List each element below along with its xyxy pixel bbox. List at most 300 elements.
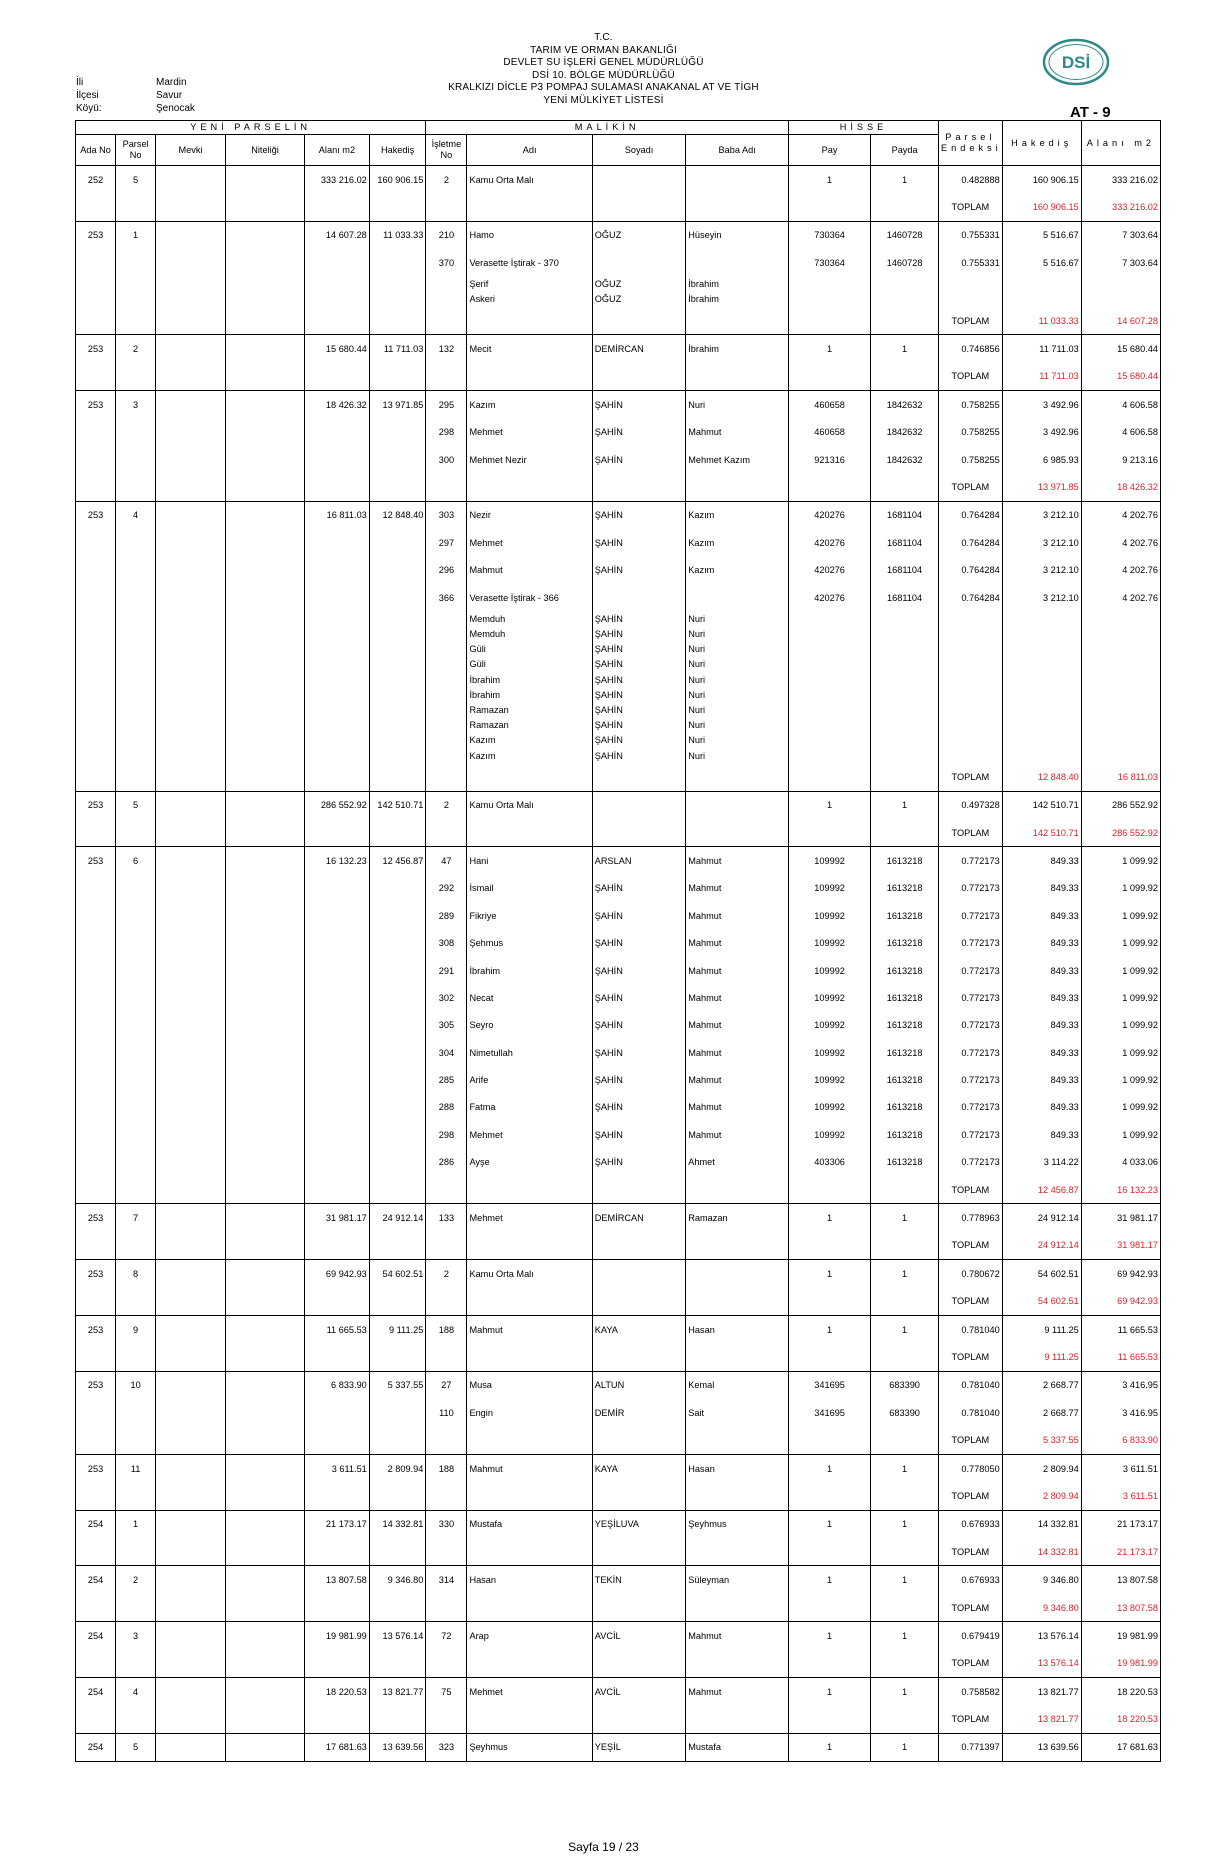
table-cell: 7 303.64 <box>1081 249 1160 276</box>
table-cell: 109992 <box>789 1121 871 1148</box>
table-cell: 0.781040 <box>939 1371 1003 1399</box>
empty-cell <box>467 1482 592 1510</box>
table-cell: 3 <box>116 1622 156 1650</box>
empty-cell <box>225 733 304 748</box>
table-cell: Hüseyin <box>686 221 789 249</box>
empty-cell <box>467 307 592 335</box>
table-cell: 286 552.92 <box>1081 791 1160 819</box>
table-cell: 13 576.14 <box>1002 1650 1081 1678</box>
table-row <box>76 687 1161 702</box>
empty-cell <box>156 1678 226 1706</box>
table-cell: Mehmet Nezir <box>467 446 592 473</box>
empty-cell <box>225 718 304 733</box>
table-cell: 1 <box>789 1510 871 1538</box>
empty-cell <box>1002 687 1081 702</box>
table-cell: 1613218 <box>871 929 939 956</box>
table-cell: 3 611.51 <box>1081 1454 1160 1482</box>
table-cell: 24 912.14 <box>1002 1204 1081 1232</box>
table-cell: ŞAHİN <box>592 718 685 733</box>
table-cell: Mehmet <box>467 419 592 446</box>
table-row <box>76 733 1161 748</box>
empty-cell <box>116 626 156 641</box>
table-cell: ŞAHİN <box>592 702 685 717</box>
empty-cell <box>305 529 370 556</box>
table-cell: ŞAHİN <box>592 642 685 657</box>
empty-cell <box>156 1012 226 1039</box>
empty-cell <box>225 1399 304 1426</box>
table-cell: 1681104 <box>871 584 939 611</box>
empty-cell <box>305 626 370 641</box>
empty-cell <box>156 1288 226 1316</box>
table-cell: Mehmet <box>467 529 592 556</box>
table-cell: 15 680.44 <box>1081 363 1160 391</box>
table-cell: 14 607.28 <box>1081 307 1160 335</box>
table-cell: 11 033.33 <box>369 221 426 249</box>
table-row <box>76 1566 1161 1594</box>
table-row <box>76 501 1161 529</box>
empty-cell <box>467 819 592 847</box>
total-row <box>76 1650 1161 1678</box>
empty-cell <box>305 1343 370 1371</box>
table-cell: 6 985.93 <box>1002 446 1081 473</box>
table-body <box>76 166 1161 1762</box>
table-row <box>76 626 1161 641</box>
empty-cell <box>76 1232 116 1260</box>
empty-cell <box>305 419 370 446</box>
empty-cell <box>871 1705 939 1733</box>
table-cell: 1 <box>789 1733 871 1761</box>
empty-cell <box>369 1176 426 1204</box>
table-cell: 1 <box>871 1315 939 1343</box>
empty-cell <box>156 335 226 363</box>
table-cell: Nuri <box>686 657 789 672</box>
empty-cell <box>1081 277 1160 292</box>
empty-cell <box>156 847 226 875</box>
table-cell: 291 <box>426 957 467 984</box>
empty-cell <box>116 687 156 702</box>
table-row <box>76 611 1161 626</box>
table-cell: 188 <box>426 1454 467 1482</box>
empty-cell <box>116 611 156 626</box>
table-cell: 300 <box>426 446 467 473</box>
empty-cell <box>225 1039 304 1066</box>
empty-cell <box>592 791 685 819</box>
table-cell: Mahmut <box>686 1094 789 1121</box>
table-cell: ŞAHİN <box>592 1094 685 1121</box>
table-cell: 132 <box>426 335 467 363</box>
table-cell: ŞAHİN <box>592 626 685 641</box>
table-cell: Hasan <box>467 1566 592 1594</box>
table-cell: AVCİL <box>592 1678 685 1706</box>
table-cell: Kazım <box>467 733 592 748</box>
empty-cell <box>686 166 789 194</box>
empty-cell <box>467 1538 592 1566</box>
table-cell: 333 216.02 <box>1081 166 1160 194</box>
table-cell: 4 202.76 <box>1081 501 1160 529</box>
empty-cell <box>1002 672 1081 687</box>
table-cell: 5 <box>116 791 156 819</box>
empty-cell <box>156 292 226 307</box>
table-cell: Mehmet <box>467 1678 592 1706</box>
empty-cell <box>225 446 304 473</box>
empty-cell <box>305 718 370 733</box>
column-header: Ada No <box>76 135 116 166</box>
table-cell: 11 711.03 <box>369 335 426 363</box>
empty-cell <box>156 902 226 929</box>
empty-cell <box>225 193 304 221</box>
table-cell: 0.772173 <box>939 847 1003 875</box>
empty-cell <box>225 1566 304 1594</box>
table-cell: 4 606.58 <box>1081 391 1160 419</box>
empty-cell <box>156 391 226 419</box>
empty-cell <box>76 1288 116 1316</box>
table-cell: ŞAHİN <box>592 957 685 984</box>
empty-cell <box>369 473 426 501</box>
empty-cell <box>426 292 467 307</box>
table-cell: 1613218 <box>871 1094 939 1121</box>
empty-cell <box>116 763 156 791</box>
table-cell: 142 510.71 <box>1002 819 1081 847</box>
table-row <box>76 1371 1161 1399</box>
table-cell: Fatma <box>467 1094 592 1121</box>
empty-cell <box>305 556 370 583</box>
table-row <box>76 1454 1161 1482</box>
empty-cell <box>592 1343 685 1371</box>
empty-cell <box>789 748 871 763</box>
empty-cell <box>76 473 116 501</box>
empty-cell <box>156 929 226 956</box>
empty-cell <box>1002 611 1081 626</box>
empty-cell <box>592 1650 685 1678</box>
table-cell: 333 216.02 <box>305 166 370 194</box>
empty-cell <box>369 363 426 391</box>
table-cell: 1 099.92 <box>1081 1039 1160 1066</box>
table-cell: 160 906.15 <box>369 166 426 194</box>
empty-cell <box>156 446 226 473</box>
table-cell: 3 212.10 <box>1002 529 1081 556</box>
empty-cell <box>156 556 226 583</box>
table-cell: Nuri <box>686 702 789 717</box>
table-cell: 252 <box>76 166 116 194</box>
table-cell: 2 809.94 <box>1002 1482 1081 1510</box>
empty-cell <box>225 1343 304 1371</box>
empty-cell <box>1002 642 1081 657</box>
table-cell: 254 <box>76 1510 116 1538</box>
table-cell: Mahmut <box>467 1315 592 1343</box>
empty-cell <box>1081 626 1160 641</box>
empty-cell <box>225 1232 304 1260</box>
empty-cell <box>305 929 370 956</box>
empty-cell <box>686 1343 789 1371</box>
table-cell: 1 099.92 <box>1081 1094 1160 1121</box>
empty-cell <box>592 166 685 194</box>
table-cell: Kazım <box>686 501 789 529</box>
empty-cell <box>116 529 156 556</box>
empty-cell <box>305 611 370 626</box>
empty-cell <box>225 363 304 391</box>
table-cell: TOPLAM <box>939 307 1003 335</box>
empty-cell <box>156 1622 226 1650</box>
table-cell: ŞAHİN <box>592 1066 685 1093</box>
table-cell: Sait <box>686 1399 789 1426</box>
total-row <box>76 1232 1161 1260</box>
table-cell: TOPLAM <box>939 1288 1003 1316</box>
table-cell: Kemal <box>686 1371 789 1399</box>
empty-cell <box>305 984 370 1011</box>
table-cell: 0.772173 <box>939 1149 1003 1176</box>
table-cell: TOPLAM <box>939 1482 1003 1510</box>
table-cell: 0.772173 <box>939 1094 1003 1121</box>
table-cell: ALTUN <box>592 1371 685 1399</box>
empty-cell <box>116 363 156 391</box>
empty-cell <box>76 902 116 929</box>
column-header: Parsel Endeksi <box>939 121 1003 166</box>
empty-cell <box>369 1538 426 1566</box>
empty-cell <box>467 193 592 221</box>
table-cell: 420276 <box>789 501 871 529</box>
empty-cell <box>116 748 156 763</box>
empty-cell <box>871 363 939 391</box>
table-cell: 17 681.63 <box>1081 1733 1160 1761</box>
table-cell: 341695 <box>789 1399 871 1426</box>
table-cell: 24 912.14 <box>369 1204 426 1232</box>
empty-cell <box>225 1594 304 1622</box>
empty-cell <box>225 1204 304 1232</box>
empty-cell <box>225 1260 304 1288</box>
empty-cell <box>426 702 467 717</box>
table-cell: ŞAHİN <box>592 529 685 556</box>
empty-cell <box>789 702 871 717</box>
empty-cell <box>871 733 939 748</box>
table-cell: Ramazan <box>467 718 592 733</box>
table-cell: 253 <box>76 391 116 419</box>
empty-cell <box>305 1426 370 1454</box>
table-cell: 13 971.85 <box>369 391 426 419</box>
table-cell: 142 510.71 <box>369 791 426 819</box>
empty-cell <box>426 733 467 748</box>
table-cell: Hamo <box>467 221 592 249</box>
empty-cell <box>76 957 116 984</box>
table-cell: İbrahim <box>467 687 592 702</box>
empty-cell <box>369 1121 426 1148</box>
empty-cell <box>369 687 426 702</box>
sheet-code: AT - 9 <box>1070 104 1111 121</box>
header-line: T.C. <box>594 32 613 43</box>
empty-cell <box>76 249 116 276</box>
empty-cell <box>225 1012 304 1039</box>
empty-cell <box>426 657 467 672</box>
empty-cell <box>305 1039 370 1066</box>
location-value: Şenocak <box>156 103 195 114</box>
column-header: Alanı m2 <box>1081 121 1160 166</box>
empty-cell <box>305 584 370 611</box>
empty-cell <box>592 763 685 791</box>
empty-cell <box>116 929 156 956</box>
column-header: İşletme No <box>426 135 467 166</box>
table-cell: Kazım <box>686 556 789 583</box>
empty-cell <box>467 1426 592 1454</box>
empty-cell <box>305 748 370 763</box>
total-row <box>76 763 1161 791</box>
empty-cell <box>789 277 871 292</box>
table-cell: 849.33 <box>1002 875 1081 902</box>
table-row <box>76 1039 1161 1066</box>
total-row <box>76 1288 1161 1316</box>
table-cell: 253 <box>76 1204 116 1232</box>
table-cell: 1 <box>871 1566 939 1594</box>
table-cell: ŞAHİN <box>592 984 685 1011</box>
empty-cell <box>225 672 304 687</box>
table-cell: 295 <box>426 391 467 419</box>
table-cell: Şeyhmus <box>686 1510 789 1538</box>
total-row <box>76 1594 1161 1622</box>
table-cell: 2 <box>426 791 467 819</box>
empty-cell <box>369 193 426 221</box>
empty-cell <box>305 1121 370 1148</box>
table-cell: Mahmut <box>686 1622 789 1650</box>
table-cell: 253 <box>76 335 116 363</box>
empty-cell <box>76 875 116 902</box>
empty-cell <box>116 1482 156 1510</box>
empty-cell <box>116 1121 156 1148</box>
location-label: İlçesi <box>76 90 99 101</box>
table-cell: ŞAHİN <box>592 1039 685 1066</box>
empty-cell <box>467 1705 592 1733</box>
empty-cell <box>426 687 467 702</box>
column-header: Hakediş <box>369 135 426 166</box>
empty-cell <box>426 1538 467 1566</box>
table-cell: Memduh <box>467 611 592 626</box>
table-cell: 12 848.40 <box>1002 763 1081 791</box>
empty-cell <box>76 1426 116 1454</box>
table-cell: 253 <box>76 1454 116 1482</box>
table-cell: 13 639.56 <box>369 1733 426 1761</box>
table-cell: Mahmut <box>467 1454 592 1482</box>
table-cell: 4 202.76 <box>1081 529 1160 556</box>
empty-cell <box>116 733 156 748</box>
table-cell: 254 <box>76 1622 116 1650</box>
table-cell: 109992 <box>789 984 871 1011</box>
empty-cell <box>789 1288 871 1316</box>
empty-cell <box>305 733 370 748</box>
table-cell: 288 <box>426 1094 467 1121</box>
empty-cell <box>305 1012 370 1039</box>
table-cell: 1 099.92 <box>1081 1066 1160 1093</box>
empty-cell <box>305 1149 370 1176</box>
table-cell: 460658 <box>789 419 871 446</box>
empty-cell <box>305 875 370 902</box>
empty-cell <box>426 1343 467 1371</box>
table-cell: 0.746856 <box>939 335 1003 363</box>
table-cell: 12 456.87 <box>369 847 426 875</box>
empty-cell <box>116 249 156 276</box>
empty-cell <box>592 193 685 221</box>
table-cell: AVCİL <box>592 1622 685 1650</box>
table-cell: 210 <box>426 221 467 249</box>
empty-cell <box>426 1594 467 1622</box>
empty-cell <box>76 1012 116 1039</box>
empty-cell <box>156 611 226 626</box>
empty-cell <box>1081 718 1160 733</box>
table-cell: ŞAHİN <box>592 1121 685 1148</box>
total-row <box>76 1705 1161 1733</box>
empty-cell <box>116 902 156 929</box>
table-cell: 297 <box>426 529 467 556</box>
table-cell: 1 099.92 <box>1081 902 1160 929</box>
empty-cell <box>686 363 789 391</box>
table-cell: Hani <box>467 847 592 875</box>
empty-cell <box>369 642 426 657</box>
empty-cell <box>871 1288 939 1316</box>
empty-cell <box>426 1650 467 1678</box>
empty-cell <box>369 1426 426 1454</box>
column-header: Parsel No <box>116 135 156 166</box>
group-header-share: HİSSE <box>789 121 939 135</box>
table-cell: Şerif <box>467 277 592 292</box>
table-cell: 1 099.92 <box>1081 875 1160 902</box>
empty-cell <box>789 672 871 687</box>
total-row <box>76 1426 1161 1454</box>
empty-cell <box>76 763 116 791</box>
table-cell: 0.755331 <box>939 221 1003 249</box>
table-cell: Mahmut <box>686 984 789 1011</box>
empty-cell <box>426 473 467 501</box>
table-cell: Güli <box>467 642 592 657</box>
empty-cell <box>369 957 426 984</box>
empty-cell <box>789 642 871 657</box>
table-cell: ARSLAN <box>592 847 685 875</box>
empty-cell <box>225 1315 304 1343</box>
table-cell: 12 456.87 <box>1002 1176 1081 1204</box>
empty-cell <box>426 819 467 847</box>
table-cell: 18 220.53 <box>305 1678 370 1706</box>
table-cell: 403306 <box>789 1149 871 1176</box>
empty-cell <box>156 718 226 733</box>
table-cell: 849.33 <box>1002 984 1081 1011</box>
table-cell: TOPLAM <box>939 763 1003 791</box>
table-cell: 0.497328 <box>939 791 1003 819</box>
empty-cell <box>369 1094 426 1121</box>
empty-cell <box>116 277 156 292</box>
empty-cell <box>116 1149 156 1176</box>
table-cell: Arife <box>467 1066 592 1093</box>
empty-cell <box>156 1066 226 1093</box>
table-cell: 1 <box>871 1454 939 1482</box>
table-cell: 31 981.17 <box>305 1204 370 1232</box>
table-cell: 849.33 <box>1002 957 1081 984</box>
table-cell: 253 <box>76 847 116 875</box>
empty-cell <box>156 687 226 702</box>
table-cell: 2 <box>426 1260 467 1288</box>
table-cell: 109992 <box>789 1094 871 1121</box>
empty-cell <box>686 1288 789 1316</box>
table-cell: 1681104 <box>871 556 939 583</box>
empty-cell <box>369 611 426 626</box>
column-header: Soyadı <box>592 135 685 166</box>
table-cell: Mahmut <box>686 902 789 929</box>
table-cell: 0.764284 <box>939 556 1003 583</box>
table-cell: 308 <box>426 929 467 956</box>
empty-cell <box>426 1705 467 1733</box>
table-cell: TOPLAM <box>939 1538 1003 1566</box>
total-row <box>76 473 1161 501</box>
empty-cell <box>116 419 156 446</box>
empty-cell <box>686 1176 789 1204</box>
table-cell: 730364 <box>789 221 871 249</box>
table-cell: 11 711.03 <box>1002 335 1081 363</box>
table-cell: 5 <box>116 166 156 194</box>
empty-cell <box>76 626 116 641</box>
